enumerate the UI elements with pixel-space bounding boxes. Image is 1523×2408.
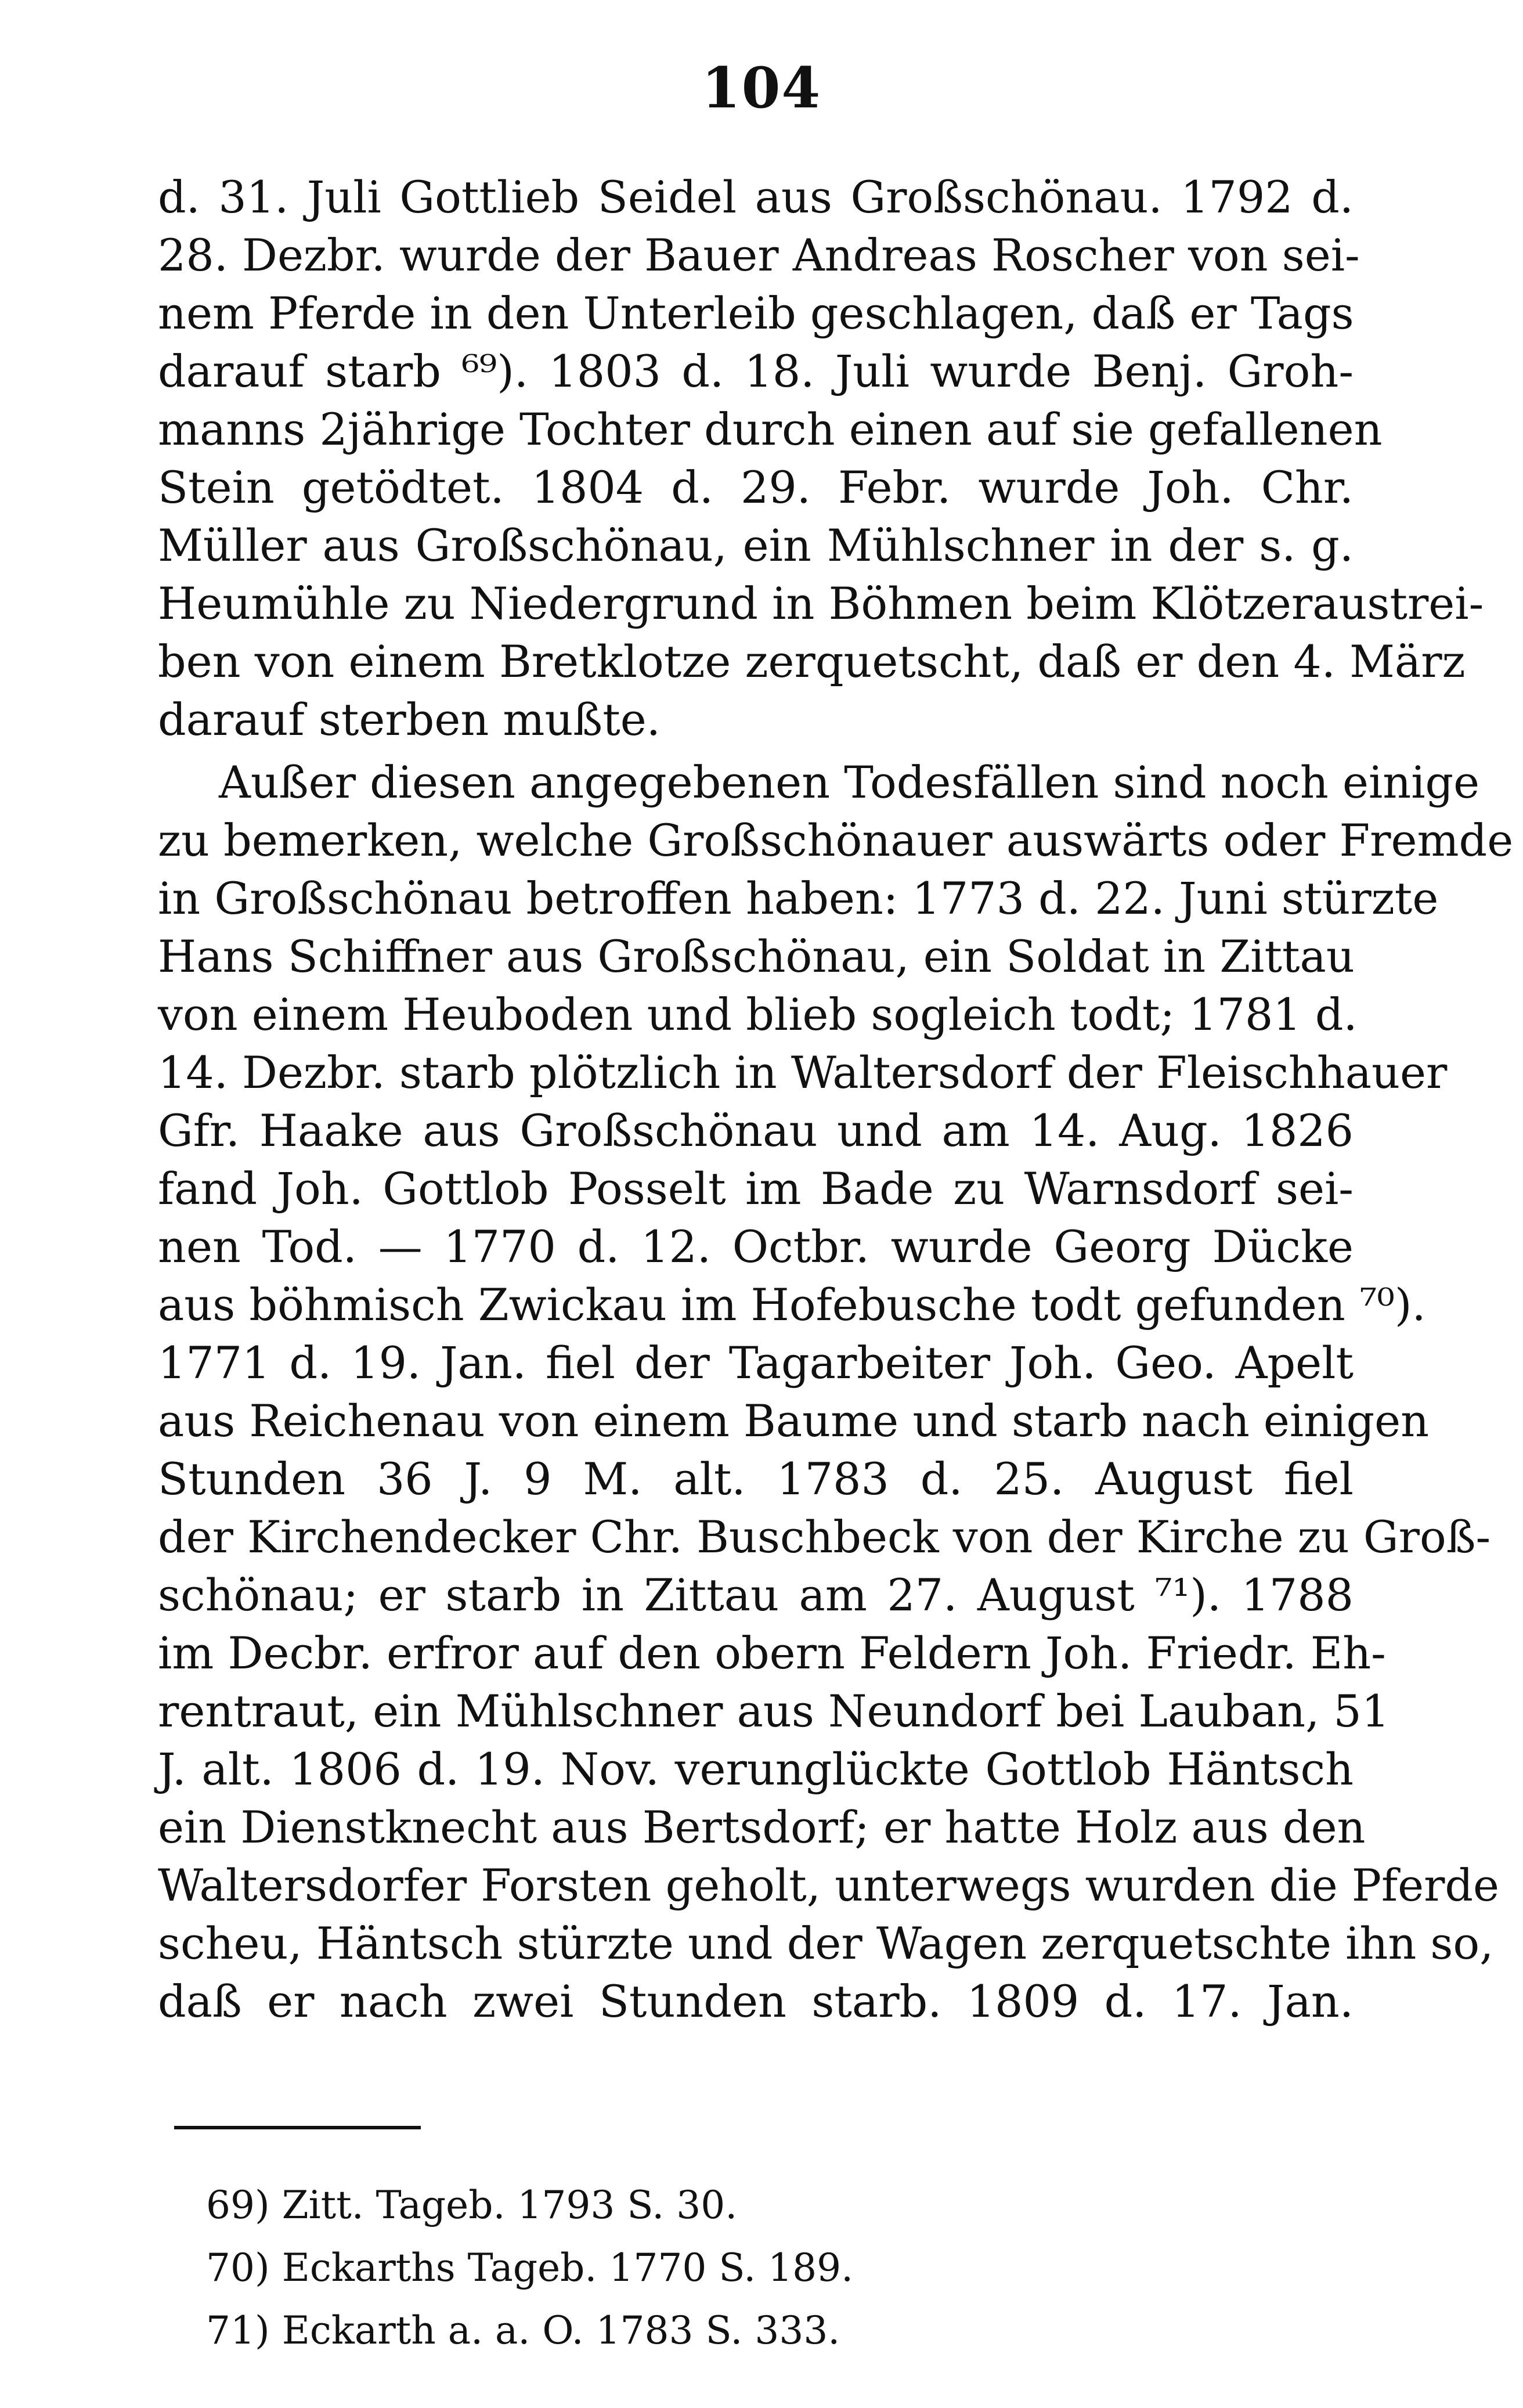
text-line: von einem Heuboden und blieb sogleich todt; 1781 d. [158, 989, 1358, 1040]
text-line: 28. Dezbr. wurde der Bauer Andreas Roscher von sei- [158, 229, 1360, 281]
text-line: schönau; er starb in Zittau am 27. August ⁷¹). 1788 [158, 1569, 1354, 1621]
page-number: 104 [701, 55, 822, 121]
text-line: Stein getödtet. 1804 d. 29. Febr. wurde Joh. Chr. [158, 462, 1354, 513]
text-line: aus böhmisch Zwickau im Hofebusche todt gefunden ⁷⁰). [158, 1279, 1426, 1331]
text-line: Hans Schiffner aus Großschönau, ein Soldat in Zittau [158, 931, 1355, 982]
footnote-70: 70) Eckarths Tageb. 1770 S. 189. [206, 2245, 854, 2290]
text-line: scheu, Häntsch stürzte und der Wagen zerquetschte ihn so, [158, 1917, 1494, 1969]
text-line: rentraut, ein Mühlschner aus Neundorf bei Lauban, 51 [158, 1685, 1390, 1737]
text-line: aus Reichenau von einem Baume und starb nach einigen [158, 1395, 1430, 1447]
text-line: fand Joh. Gottlob Posselt im Bade zu Warnsdorf sei- [158, 1163, 1354, 1214]
text-line: J. alt. 1806 d. 19. Nov. verunglückte Gottlob Häntsch [158, 1743, 1354, 1795]
text-line: im Decbr. erfror auf den obern Feldern Joh. Friedr. Eh- [158, 1627, 1386, 1679]
paragraph-2 [158, 754, 1514, 2031]
body-text [158, 168, 1514, 2031]
text-line: Stunden 36 J. 9 M. alt. 1783 d. 25. August fiel [158, 1453, 1354, 1505]
footnote-71: 71) Eckarth a. a. O. 1783 S. 333. [206, 2308, 840, 2353]
text-line: Müller aus Großschönau, ein Mühlschner in der s. g. [158, 520, 1354, 571]
footnotes [206, 2174, 1251, 2362]
text-line: nen Tod. — 1770 d. 12. Octbr. wurde Georg Dücke [158, 1221, 1354, 1273]
text-line: nem Pferde in den Unterleib geschlagen, daß er Tags [158, 287, 1354, 339]
text-line: in Großschönau betroffen haben: 1773 d. 22. Juni stürzte [158, 873, 1439, 924]
text-line: darauf sterben mußte. [158, 694, 661, 745]
text-line: ein Dienstknecht aus Bertsdorf; er hatte Holz aus den [158, 1801, 1366, 1853]
text-line: Gfr. Haake aus Großschönau und am 14. Aug. 1826 [158, 1105, 1354, 1156]
text-line: 1771 d. 19. Jan. fiel der Tagarbeiter Joh. Geo. Apelt [158, 1337, 1354, 1389]
text-line: 14. Dezbr. starb plötzlich in Waltersdorf der Fleischhauer [158, 1047, 1448, 1098]
paragraph-gap [158, 749, 1354, 754]
text-line: Außer diesen angegebenen Todesfällen sind noch einige [219, 756, 1480, 808]
text-line: der Kirchendecker Chr. Buschbeck von der Kirche zu Groß- [158, 1511, 1491, 1563]
footnote-rule [174, 2126, 421, 2129]
text-line: Waltersdorfer Forsten geholt, unterwegs wurden die Pferde [158, 1859, 1500, 1911]
footnote-69: 69) Zitt. Tageb. 1793 S. 30. [206, 2183, 738, 2227]
text-line: ben von einem Bretklotze zerquetscht, daß er den 4. März [158, 636, 1466, 687]
text-line: daß er nach zwei Stunden starb. 1809 d. 17. Jan. [158, 1976, 1354, 2027]
text-line: d. 31. Juli Gottlieb Seidel aus Großschönau. 1792 d. [158, 171, 1354, 223]
paragraph-1 [158, 168, 1484, 749]
text-line: manns 2jährige Tochter durch einen auf sie gefallenen [158, 403, 1383, 455]
text-line: darauf starb ⁶⁹). 1803 d. 18. Juli wurde Benj. Groh- [158, 345, 1354, 397]
text-line: zu bemerken, welche Großschönauer auswärts oder Fremde [158, 814, 1514, 866]
text-line: Heumühle zu Niedergrund in Böhmen beim Klötzeraustrei- [158, 578, 1484, 629]
